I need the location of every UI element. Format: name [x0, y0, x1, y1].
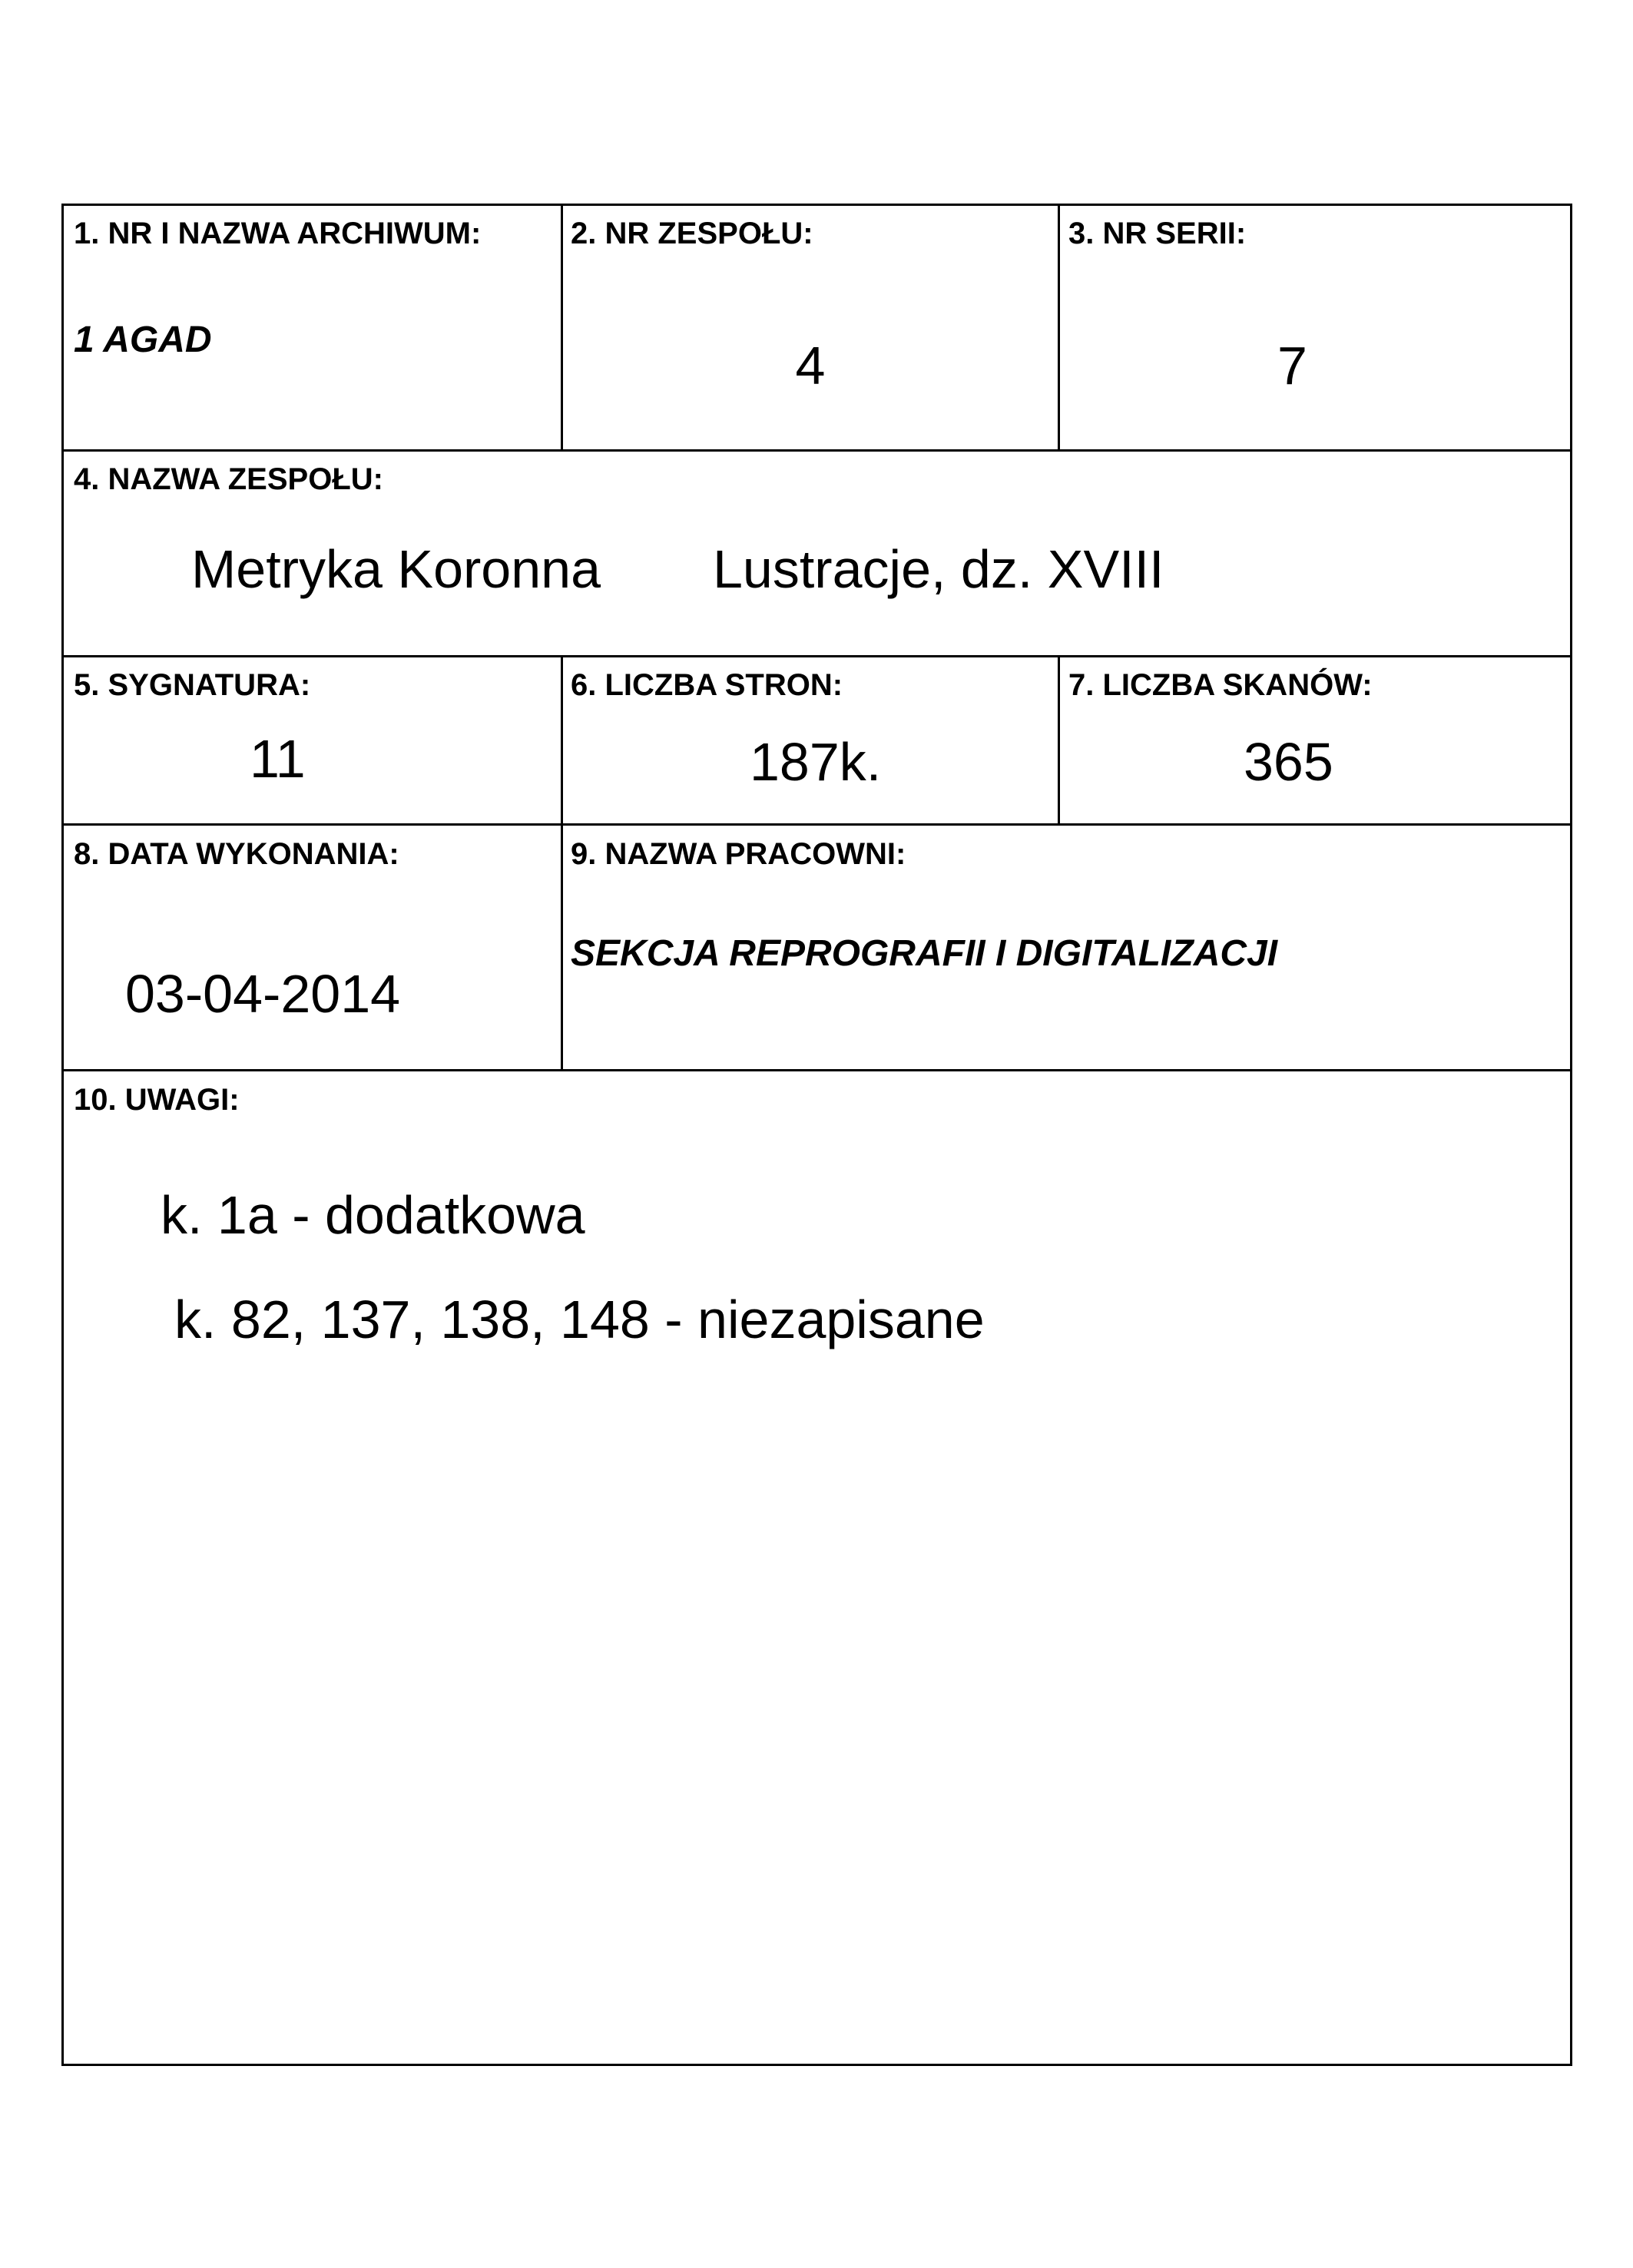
- notes-line: k. 82, 137, 138, 148 - niezapisane: [174, 1290, 985, 1349]
- row-divider: [64, 655, 1570, 657]
- scan-count-label: 7. LICZBA SKANÓW:: [1068, 668, 1373, 702]
- page-count-value: 187k.: [750, 732, 882, 792]
- workshop-name-label: 9. NAZWA PRACOWNI:: [571, 837, 906, 871]
- row-divider: [64, 1069, 1570, 1071]
- column-divider: [561, 823, 563, 1069]
- fond-number-label: 2. NR ZESPOŁU:: [571, 217, 813, 250]
- archive-label: 1. NR I NAZWA ARCHIWUM:: [74, 217, 482, 250]
- fond-name-label: 4. NAZWA ZESPOŁU:: [74, 462, 383, 496]
- fond-name-value-part1: Metryka Koronna: [191, 539, 601, 599]
- fond-number-value: 4: [795, 336, 826, 396]
- series-number-label: 3. NR SERII:: [1068, 217, 1247, 250]
- workshop-name-value: SEKCJA REPROGRAFII I DIGITALIZACJI: [571, 933, 1278, 974]
- series-number-value: 7: [1277, 336, 1307, 396]
- execution-date-value: 03-04-2014: [125, 964, 401, 1024]
- column-divider: [1058, 206, 1060, 449]
- notes-label: 10. UWAGI:: [74, 1083, 240, 1117]
- scan-count-value: 365: [1244, 732, 1333, 792]
- archive-metadata-form: [61, 204, 1572, 2066]
- fond-name-value-part2: Lustracje, dz. XVIII: [713, 539, 1164, 599]
- column-divider: [561, 206, 563, 449]
- column-divider: [1058, 655, 1060, 823]
- row-divider: [64, 823, 1570, 826]
- page-count-label: 6. LICZBA STRON:: [571, 668, 843, 702]
- signature-value: 11: [250, 729, 306, 789]
- signature-label: 5. SYGNATURA:: [74, 668, 311, 702]
- column-divider: [561, 655, 563, 823]
- row-divider: [64, 449, 1570, 452]
- archive-value: 1 AGAD: [74, 320, 212, 360]
- execution-date-label: 8. DATA WYKONANIA:: [74, 837, 399, 871]
- notes-line: k. 1a - dodatkowa: [161, 1185, 585, 1245]
